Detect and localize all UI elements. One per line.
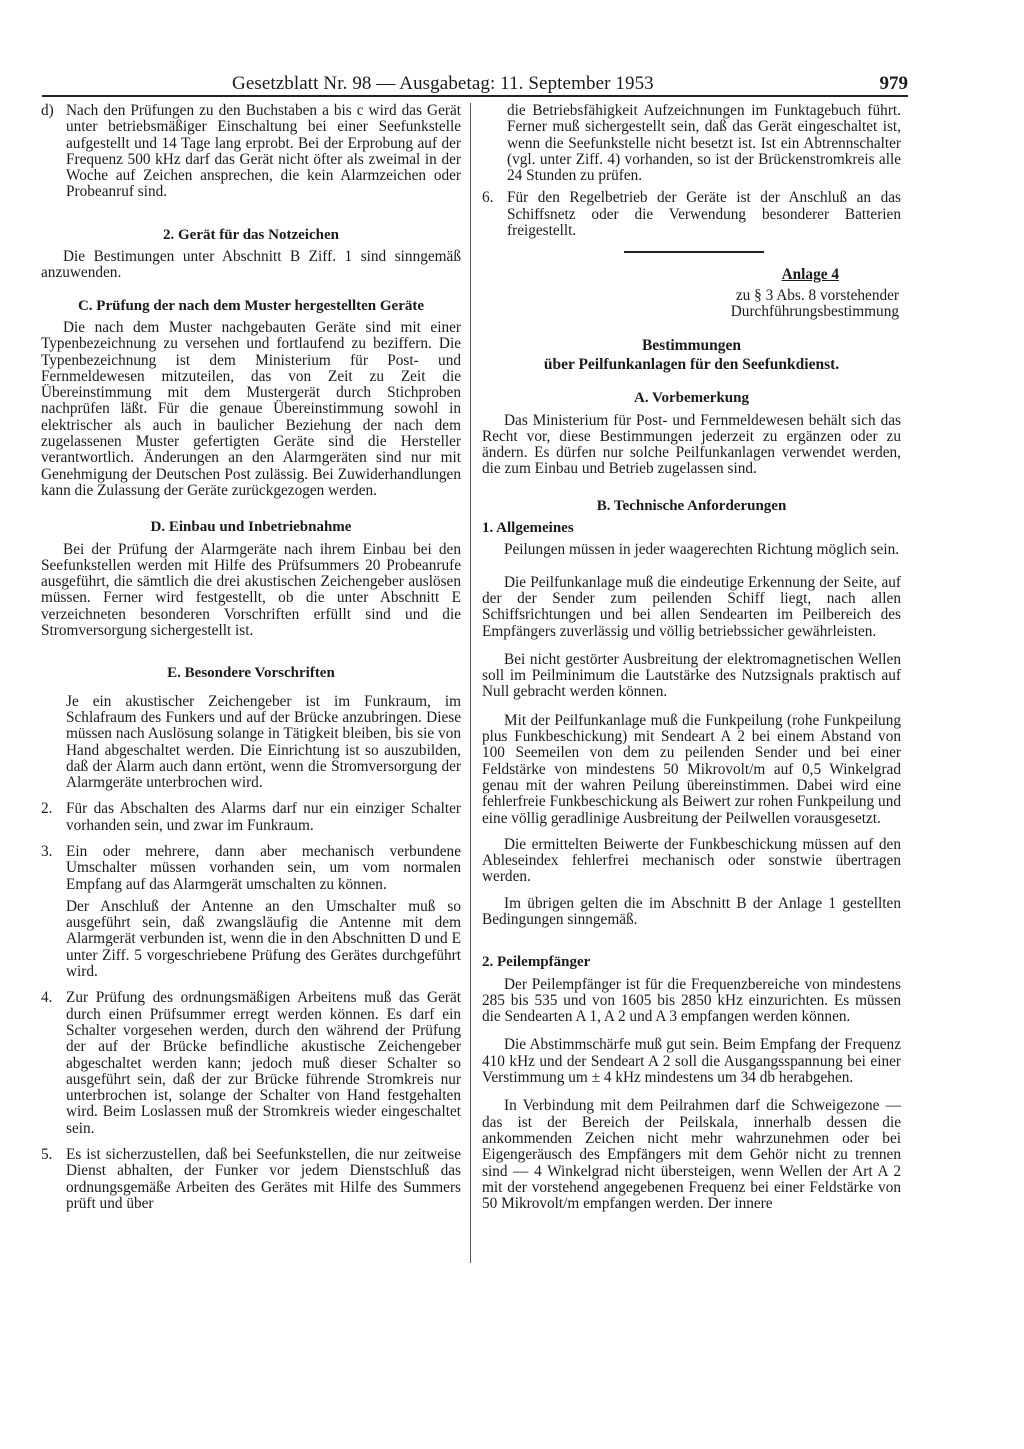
subsection-heading: 1. Allgemeines	[482, 520, 574, 537]
item-number: 6.	[482, 189, 494, 207]
paragraph: Das Ministerium für Post- und Fernmeldewesen behält sich das Recht vor, diese Bestimmungen jederzeit zu ergänzen oder zu ändern. Es dürfen nur solche Peilfunkanlagen verwendet werden, die zum Einbau und Betrieb zugelassen sind.	[482, 411, 901, 478]
list-item-d	[41, 103, 461, 201]
section-heading: D. Einbau und Inbetriebnahme	[150, 519, 352, 536]
item-number: 5.	[41, 1146, 53, 1164]
list-item	[41, 1147, 461, 1212]
page-number: 979	[879, 73, 908, 94]
item-text: Ein oder mehrere, dann aber mechanisch verbundene Umschalter müssen vorhanden sein, um vom normalen Empfang auf das Alarmgerät umschalten zu können.	[66, 842, 461, 893]
section-heading: B. Technische Anforderungen	[596, 497, 787, 514]
annex-reference-line: zu § 3 Abs. 8 vorstehender	[735, 286, 899, 304]
column-divider	[470, 103, 471, 1263]
paragraph: Im übrigen gelten die im Abschnitt B der Anlage 1 gestellten Bedingungen sinngemäß.	[482, 894, 901, 928]
list-item	[41, 844, 461, 893]
right-column	[482, 103, 901, 1212]
header-rule	[42, 95, 908, 97]
item-text: die Betriebsfähigkeit Aufzeichnungen im Funktagebuch führt. Ferner muß sichergestellt sein, daß das Gerät eingeschaltet ist, wenn die Seefunkstelle nicht besetzt ist. Ist ein Abtrennschalter (vgl. unter Ziff. 4) vorhanden, so ist der Brückenstromkreis alle 24 Stunden zu prüfen.	[507, 102, 901, 185]
list-item-continuation	[41, 899, 461, 980]
item-text: Für den Regelbetrieb der Geräte ist der Anschluß an das Schiffsnetz oder die Verwendung besonderer Batterien freigestellt.	[507, 189, 901, 240]
item-text: Für das Abschalten des Alarms darf nur ein einziger Schalter vorhanden sein, und zwar im Funkraum.	[66, 800, 461, 834]
item-text: Zur Prüfung des ordnungsmäßigen Arbeitens muß das Gerät durch einen Prüfsummer erregt werden können. Es darf ein Schalter vorgesehen werden, durch den während der Prüfung der auf der Brücke befindliche akustische Zeichengeber abgeschaltet werden kann; jedoch muß dieser Schalter so ausgeführt sein, daß der zur Brücke führende Stromkreis nur unterbrochen ist, solange der Schalter von Hand festgehalten wird. Beim Loslassen muß der Stromkreis wieder eingeschaltet sein.	[66, 989, 461, 1137]
item-text: Je ein akustischer Zeichengeber ist im Funkraum, im Schlafraum des Funkers und auf der Brücke anzubringen. Diese müssen nach Auslösung solange in Tätigkeit bleiben, bis sie von Hand abgeschaltet werden. Die Einrichtung ist so auszubilden, daß der Alarm auch dann ertönt, wenn die Stromversorgung der Alarmgeräte unterbrochen wird.	[66, 692, 461, 792]
subsection-heading: 2. Peilempfänger	[482, 954, 591, 971]
list-item	[41, 801, 461, 834]
section-heading: C. Prüfung der nach dem Muster hergestellten Geräte	[77, 297, 425, 314]
paragraph: Die Peilfunkanlage muß die eindeutige Erkennung der Seite, auf der der Sender zum peilenden Schiff liegt, nach allen Schiffsrichtungen und bei allen Sendearten im Peilbereich des Empfängers zuverlässig und völlig betriebssicher gewährleisten.	[482, 573, 901, 640]
paragraph: Die nach dem Muster nachgebauten Geräte sind mit einer Typenbezeichnung zu versehen und fortlaufend zu beziffern. Die Typenbezeichnung ist dem Ministerium für Post- und Fernmeldewesen mitzuteilen, das von Zeit zu Zeit die Übereinstimmung mit dem Mustergerät durch Stichproben nachprüfen läßt. Für die genaue Übereinstimmung sowohl in elektrischer als auch in baulicher Beziehung der nach dem zugelassenen Muster gefertigten Geräte sind die Hersteller verantwortlich. Änderungen an den Alarmgeräten sind nur mit Genehmigung der Deutschen Post zulässig. Bei Zuwiderhandlungen kann die Zulassung der Geräte zurückgezogen werden.	[41, 318, 461, 499]
item-text: Nach den Prüfungen zu den Buchstaben a bis c wird das Gerät unter betriebsmäßiger Einschaltung bei einer Seefunkstelle aufgestellt und 14 Tage lang erprobt. Bei der Erprobung auf der Frequenz 500 kHz darf das Gerät nicht öfter als zweimal in der Woche auf Zeichen ansprechen, die kein Alarmzeichen oder Probeanruf sind.	[66, 102, 461, 201]
document-title	[482, 336, 901, 374]
section-heading: E. Besondere Vorschriften	[167, 665, 335, 682]
paragraph: Der Peilempfänger ist für die Frequenzbereiche von mindestens 285 bis 535 und von 1605 bis 2850 kHz einzurichten. Es müssen die Sendearten A 1, A 2 und A 3 empfangen werden können.	[482, 975, 901, 1026]
item-number: 3.	[41, 842, 53, 860]
paragraph: In Verbindung mit dem Peilrahmen darf die Schweigezone — das ist der Bereich der Peilskala, innerhalb dessen die ankommenden Zeichen nicht mehr wahrzunehmen oder bei Eigengeräusch des Empfängers mit dem Gehör nicht zu trennen sind — 4 Winkelgrad nicht übersteigen, wenn Wellen der Art A 2 mit der vorstehend angegebenen Frequenz bei einer Feldstärke von 50 Mikrovolt/m empfangen werden. Der innere	[482, 1097, 901, 1213]
paragraph: Bei nicht gestörter Ausbreitung der elektromagnetischen Wellen soll im Peilminimum die Lautstärke des Nutzsignals praktisch auf Null gebracht werden können.	[482, 650, 901, 701]
section-heading: A. Vorbemerkung	[633, 390, 749, 407]
list-item-continuation	[482, 103, 901, 184]
title-line: Bestimmungen	[641, 337, 742, 355]
section-heading: 2. Gerät für das Notzeichen	[163, 226, 339, 243]
paragraph: Bei der Prüfung der Alarmgeräte nach ihrem Einbau bei den Seefunkstellen werden mit Hilfe des Prüfsummers 20 Probeanrufe ausgeführt, die sämtlich die drei akustischen Zeichengeber auslösen müssen. Ferner wird festgestellt, ob die unter Abschnitt E verzeichneten besonderen Vorschriften erfüllt sind und die Stromversorgung sichergestellt ist.	[41, 540, 461, 640]
header-title: Gesetzblatt Nr. 98 — Ausgabetag: 11. September 1953	[232, 73, 654, 94]
left-column	[41, 103, 461, 1212]
item-text: Es ist sicherzustellen, daß bei Seefunkstellen, die nur zeitweise Dienst abhalten, der Funker vor jedem Dienstschluß das ordnungsgemäße Arbeiten des Gerätes mit Hilfe des Summers prüft und über	[66, 1146, 461, 1212]
paragraph: Mit der Peilfunkanlage muß die Funkpeilung (rohe Funkpeilung plus Funkbeschickung) mit Sendeart A 2 bei einem Abstand von 100 Seemeilen von dem zu peilenden Sender und bei einer Feldstärke von mindestens 50 Mikrovolt/m auf 0,5 Winkelgrad genau mit der wahren Peilung übereinstimmen. Dabei wird eine fehlerfreie Funkbeschickung als Beiwert zur rohen Funkpeilung und eine völlig geradlinige Ausbreitung der Peilwellen vorausgesetzt.	[482, 711, 901, 827]
annex-reference-line: Durchführungsbestimmung	[730, 302, 899, 320]
list-item	[41, 990, 461, 1137]
paragraph: Peilungen müssen in jeder waagerechten Richtung möglich sein.	[504, 541, 900, 559]
annex-label: Anlage 4	[781, 266, 839, 284]
section-rule	[624, 251, 764, 253]
paragraph: Die Abstimmschärfe muß gut sein. Beim Empfang der Frequenz 410 kHz und der Sendeart A 2 soll die Ausgangsspannung bei einer Verstimmung um ± 4 kHz mindestens um 34 db herabgehen.	[482, 1036, 901, 1087]
list-item	[41, 694, 461, 792]
item-number: 4.	[41, 989, 53, 1007]
item-number: d)	[41, 102, 54, 119]
title-line: über Peilfunkanlagen für den Seefunkdienst.	[543, 356, 840, 374]
paragraph: Die ermittelten Beiwerte der Funkbeschickung müssen auf den Ableseindex fehlerfrei mechanisch oder sonstwie übertragen werden.	[482, 835, 901, 886]
paragraph: Die Bestimungen unter Abschnitt B Ziff. 1 sind sinngemäß anzuwenden.	[41, 248, 461, 282]
annex-reference	[482, 288, 901, 321]
list-item	[482, 190, 901, 239]
item-number: 2.	[41, 800, 53, 818]
item-text: Der Anschluß der Antenne an den Umschalter muß so ausgeführt sein, daß zwangsläufig die Antenne mit dem Alarmgerät verbunden ist, wenn die in den Abschnitten D und E unter Ziff. 5 vorgeschriebene Prüfung des Gerätes durchgeführt wird.	[66, 897, 461, 981]
